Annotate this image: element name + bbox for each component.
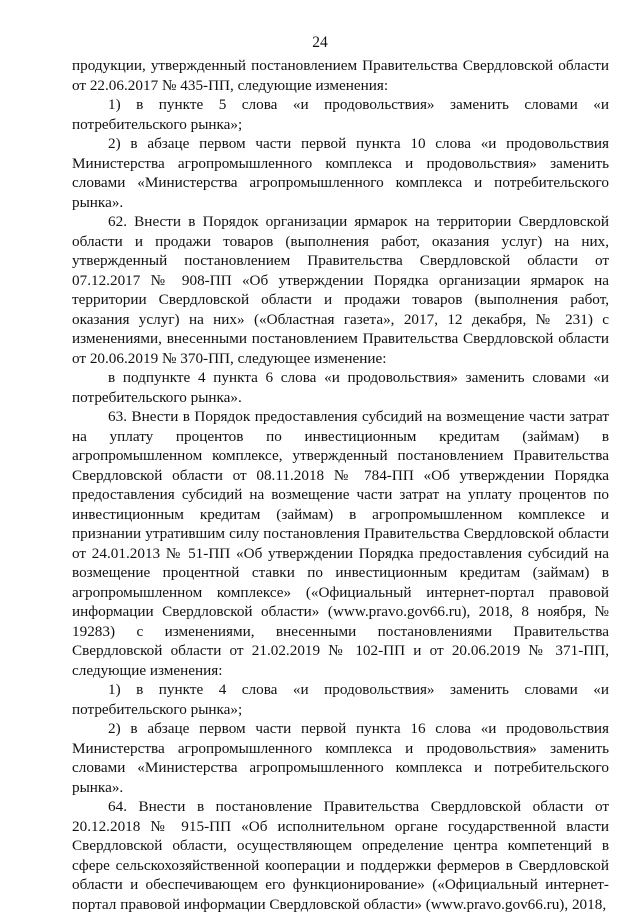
paragraph-63: 63. Внести в Порядок предоставления субсидий на возмещение части затрат на уплату процентов по инвестиционным кредитам (займам) в агропромышленном комплексе, утвержденный постановлением Правительства Свердловской области от 08.11.2018 № 784-ПП «Об утверждении Порядка предоставления субсидий на возмещение части затрат на уплату процентов по инвестиционным кредитам (займам) в агропромышленном комплексе и признании утратившим силу постановления Правительства Свердловской области от 24.01.2013 № 51-ПП «Об утверждении Порядка предоставления субсидий на возмещение процентной ставки по инвестиционным кредитам (займам) в агропромышленном комплексе» («Официальный интернет-портал правовой информации Свердловской области» (www.pravo.gov66.ru), 2018, 8 ноября, № 19283) с изменениями, внесенными постановлениями Правительства Свердловской области от 21.02.2019 № 102-ПП и от 20.06.2019 № 371-ПП, следующие изменения: (72, 408, 609, 679)
paragraph-63-item-1: 1) в пункте 4 слова «и продовольствия» заменить словами «и потребительского рынка»; (72, 681, 609, 718)
paragraph-continuation: продукции, утвержденный постановлением Правительства Свердловской области от 22.06.2017 № 435-ПП, следующие изменения: (72, 57, 609, 94)
paragraph-61-item-1: 1) в пункте 5 слова «и продовольствия» заменить словами «и потребительского рынка»; (72, 96, 609, 133)
page-number: 24 (312, 34, 328, 51)
paragraph-63-item-2: 2) в абзаце первом части первой пункта 16 слова «и продовольствия Министерства агропромышленного комплекса и продовольствия» заменить словами «Министерства агропромышленного комплекса и потребительского рынка». (72, 720, 609, 796)
document-body (72, 56, 609, 914)
paragraph-61-item-2: 2) в абзаце первом части первой пункта 10 слова «и продовольствия Министерства агропромышленного комплекса и продовольствия» заменить словами «Министерства агропромышленного комплекса и потребительского рынка». (72, 135, 609, 211)
paragraph-62: 62. Внести в Порядок организации ярмарок на территории Свердловской области и продажи товаров (выполнения работ, оказания услуг) на них, утвержденный постановлением Правительства Свердловской области от 07.12.2017 № 908-ПП «Об утверждении Порядка организации ярмарок на территории Свердловской области и продажи товаров (выполнения работ, оказания услуг) на них» («Областная газета», 2017, 12 декабря, № 231) с изменениями, внесенными постановлением Правительства Свердловской области от 20.06.2019 № 370-ПП, следующее изменение: (72, 213, 609, 367)
paragraph-62-change: в подпункте 4 пункта 6 слова «и продовольствия» заменить словами «и потребительского рынка». (72, 369, 609, 406)
paragraph-64: 64. Внести в постановление Правительства Свердловской области от 20.12.2018 № 915-ПП «Об исполнительном органе государственной власти Свердловской области, осуществляющем определение центра компетенций в сфере сельскохозяйственной кооперации и поддержки фермеров в Свердловской области и обеспечивающем его функционирование» («Официальный интернет-портал правовой информации Свердловской области» (www.pravo.gov66.ru), 2018, (72, 798, 609, 913)
